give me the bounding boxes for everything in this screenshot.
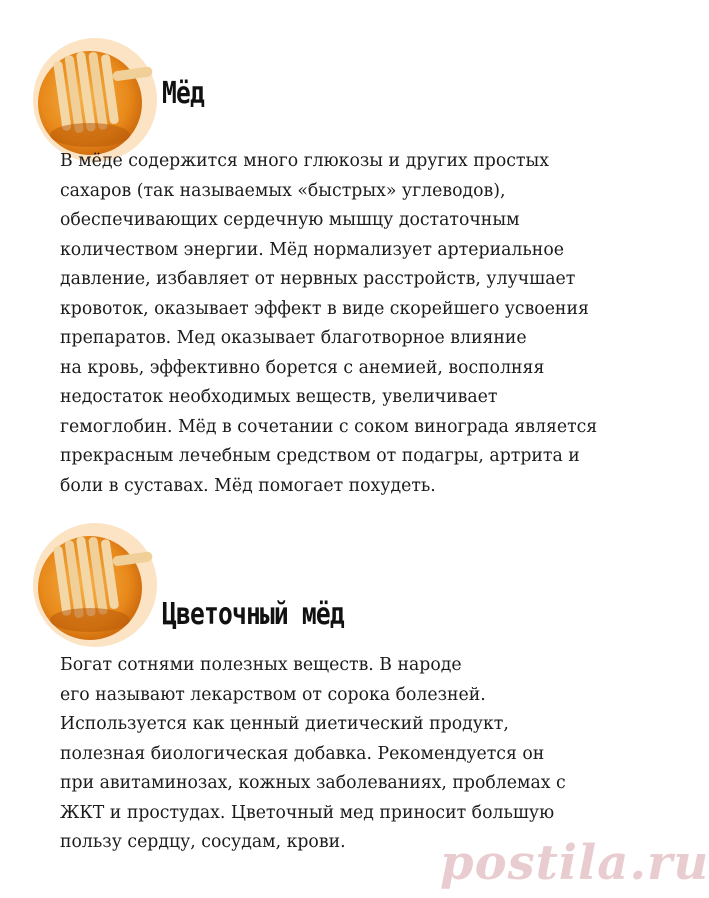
text-line: на кровь, эффективно борется с анемией, восполняя xyxy=(60,357,545,378)
text-line: Богат сотнями полезных веществ. В народе xyxy=(60,655,462,675)
text-line: кровоток, оказывает эффект в виде скорейшего усвоения xyxy=(60,298,589,319)
text-line: ЖКТ и простудах. Цветочный мед приносит большую xyxy=(60,802,555,823)
section-title: Мёд xyxy=(162,76,204,111)
text-line: количеством энергии. Мёд нормализует артериальное xyxy=(60,239,564,260)
text-line: боли в суставах. Мёд помогает похудеть. xyxy=(60,475,436,496)
text-line: давление, избавляет от нервных расстройств, улучшает xyxy=(60,269,576,289)
section-title: Цветочный мёд xyxy=(162,597,344,632)
section-body xyxy=(60,651,640,858)
text-line: препаратов. Мед оказывает благотворное влияние xyxy=(60,328,527,348)
text-line: В мёде содержится много глюкозы и других простых xyxy=(60,151,549,171)
text-line: обеспечивающих сердечную мышцу достаточным xyxy=(60,210,520,230)
honey-dipper-icon xyxy=(30,35,160,165)
text-line: его называют лекарством от сорока болезней. xyxy=(60,684,486,705)
honey-dipper-icon xyxy=(30,520,160,650)
text-line: полезная биологическая добавка. Рекомендуется он xyxy=(60,743,545,764)
text-line: при авитаминозах, кожных заболеваниях, проблемах с xyxy=(60,773,566,793)
text-line: Используется как ценный диетический продукт, xyxy=(60,714,509,734)
section-body xyxy=(60,147,640,501)
watermark: postila.ru xyxy=(440,835,709,891)
text-line: недостаток необходимых веществ, увеличивает xyxy=(60,387,498,407)
text-line: сахаров (так называемых «быстрых» углеводов), xyxy=(60,180,506,201)
text-line: пользу сердцу, сосудам, крови. xyxy=(60,832,346,852)
text-line: гемоглобин. Мёд в сочетании с соком винограда является xyxy=(60,416,598,437)
text-line: прекрасным лечебным средством от подагры, артрита и xyxy=(60,446,580,466)
